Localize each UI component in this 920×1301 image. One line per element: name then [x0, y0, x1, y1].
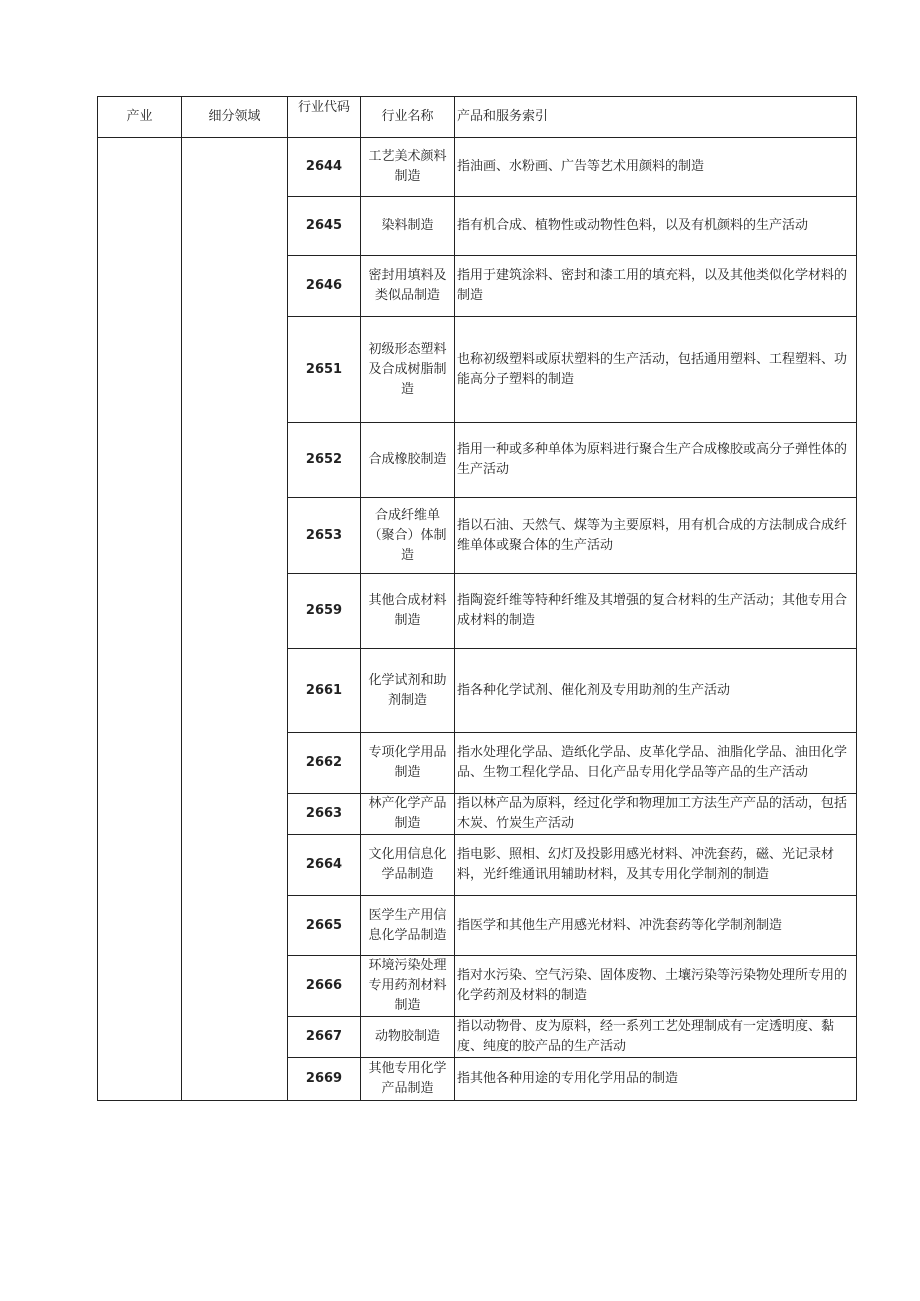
header-code: 行业代码: [288, 97, 361, 138]
product-service-index: 指以林产品为原料，经过化学和物理加工方法生产产品的活动，包括木炭、竹炭生产活动: [455, 794, 857, 835]
industry-name: 环境污染处理专用药剂材料制造: [361, 956, 455, 1017]
industry-code: 2646: [288, 256, 361, 317]
industry-code: 2645: [288, 197, 361, 256]
industry-name: 合成橡胶制造: [361, 423, 455, 498]
industry-name: 其他合成材料制造: [361, 574, 455, 649]
industry-name: 工艺美术颜料制造: [361, 138, 455, 197]
header-index: 产品和服务索引: [455, 97, 857, 138]
industry-name: 化学试剂和助剂制造: [361, 649, 455, 733]
industry-code: 2667: [288, 1017, 361, 1058]
product-service-index: 指各种化学试剂、催化剂及专用助剂的生产活动: [455, 649, 857, 733]
industry-name: 密封用填料及类似品制造: [361, 256, 455, 317]
industry-name: 染料制造: [361, 197, 455, 256]
industry-cell: [98, 138, 182, 1101]
table-row: [98, 138, 857, 197]
industry-code: 2662: [288, 733, 361, 794]
industry-code: 2652: [288, 423, 361, 498]
industry-name: 其他专用化学产品制造: [361, 1058, 455, 1101]
industry-code: 2664: [288, 835, 361, 896]
industry-code: 2644: [288, 138, 361, 197]
industry-code: 2661: [288, 649, 361, 733]
industry-code: 2666: [288, 956, 361, 1017]
product-service-index: 指用一种或多种单体为原料进行聚合生产合成橡胶或高分子弹性体的生产活动: [455, 423, 857, 498]
segment-cell: [182, 138, 288, 1101]
product-service-index: 指以动物骨、皮为原料，经一系列工艺处理制成有一定透明度、黏度、纯度的胶产品的生产活动: [455, 1017, 857, 1058]
header-segment: 细分领域: [182, 97, 288, 138]
industry-name: 初级形态塑料及合成树脂制造: [361, 317, 455, 423]
product-service-index: 指用于建筑涂料、密封和漆工用的填充料，以及其他类似化学材料的制造: [455, 256, 857, 317]
product-service-index: 指电影、照相、幻灯及投影用感光材料、冲洗套药，磁、光记录材料，光纤维通讯用辅助材料，及其专用化学制剂的制造: [455, 835, 857, 896]
industry-index-table: [97, 96, 857, 1101]
product-service-index: 指对水污染、空气污染、固体废物、土壤污染等污染物处理所专用的化学药剂及材料的制造: [455, 956, 857, 1017]
industry-name: 文化用信息化学品制造: [361, 835, 455, 896]
product-service-index: 指其他各种用途的专用化学用品的制造: [455, 1058, 857, 1101]
industry-name: 林产化学产品制造: [361, 794, 455, 835]
industry-code: 2659: [288, 574, 361, 649]
product-service-index: 指以石油、天然气、煤等为主要原料，用有机合成的方法制成合成纤维单体或聚合体的生产活动: [455, 498, 857, 574]
product-service-index: 也称初级塑料或原状塑料的生产活动，包括通用塑料、工程塑料、功能高分子塑料的制造: [455, 317, 857, 423]
product-service-index: 指水处理化学品、造纸化学品、皮革化学品、油脂化学品、油田化学品、生物工程化学品、日化产品专用化学品等产品的生产活动: [455, 733, 857, 794]
industry-code: 2669: [288, 1058, 361, 1101]
header-industry: 产业: [98, 97, 182, 138]
product-service-index: 指油画、水粉画、广告等艺术用颜料的制造: [455, 138, 857, 197]
industry-code: 2651: [288, 317, 361, 423]
industry-code: 2665: [288, 896, 361, 956]
product-service-index: 指陶瓷纤维等特种纤维及其增强的复合材料的生产活动；其他专用合成材料的制造: [455, 574, 857, 649]
industry-code: 2653: [288, 498, 361, 574]
header-name: 行业名称: [361, 97, 455, 138]
industry-name: 医学生产用信息化学品制造: [361, 896, 455, 956]
table-header-row: [98, 97, 857, 138]
product-service-index: 指医学和其他生产用感光材料、冲洗套药等化学制剂制造: [455, 896, 857, 956]
industry-name: 合成纤维单（聚合）体制造: [361, 498, 455, 574]
industry-name: 动物胶制造: [361, 1017, 455, 1058]
industry-code: 2663: [288, 794, 361, 835]
industry-name: 专项化学用品制造: [361, 733, 455, 794]
product-service-index: 指有机合成、植物性或动物性色料，以及有机颜料的生产活动: [455, 197, 857, 256]
